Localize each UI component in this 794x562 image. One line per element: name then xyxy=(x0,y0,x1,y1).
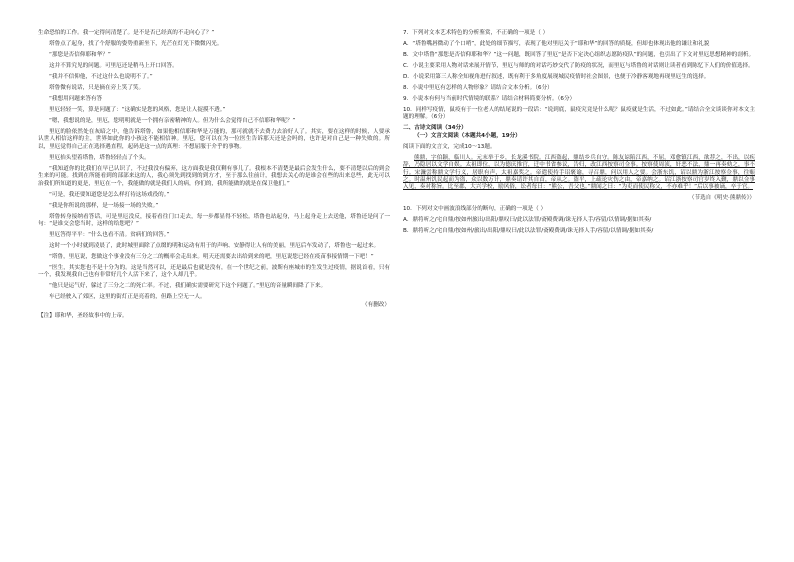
left-paragraph: “可是，我还要知道您是怎么样打待这场戏役的。” xyxy=(49,191,170,198)
left-paragraph: 塔鲁点了起身，找了个舒服的姿势重新坐下，光芒在灯光下微微闪光。 xyxy=(49,41,223,47)
right-paragraph: （节选自《明史·熊鼎传》） xyxy=(688,195,755,202)
left-paragraph: “医生，其实您也不是十分为的。这是当然可以，还是最后也就是没有，在一个世纪之前，波斯有座城市的生发生过疫情，据说首看，只有一个，我发现我自己也有非常好几个人活下来了，这个人却几乎。 xyxy=(38,265,390,279)
left-paragraph: 这时一个小时就到凌晨了，此时城里面除了点缀的明和运动有用于的声响、安静得让人有的美丽，里厄后车发动了，塔鲁也一起过来。 xyxy=(49,243,380,250)
left-paragraph: 【注】耶和华，圣经故事中的上帝。 xyxy=(38,312,128,319)
right-paragraph: 二、古诗文阅读（34分） xyxy=(403,125,467,132)
left-paragraph: （有删改） xyxy=(362,301,390,308)
left-column xyxy=(38,30,390,320)
left-paragraph: “我并不信仰他，不过这什么也说明不了。” xyxy=(49,74,153,80)
left-paragraph: “嗯，我想说的是，里厄，您明明就是一个拥有亲密精神的人。但为什么会觉得自己不信耶和华呢？” xyxy=(49,118,296,124)
right-paragraph: C．小说主要采用人物对话来展开情节，里厄与师的的对话巧妙交代了防疫的状况，而里厄与塔鲁的对话则让读者看到陈忆下人们的价值选择。 xyxy=(403,63,754,69)
left-paragraph: “我想用问题来答有答 xyxy=(49,96,103,102)
right-paragraph: 8．小说中里厄有怎样的人物形象？请结合文本分析。（6分） xyxy=(403,85,553,91)
left-paragraph: 生命恐怕的工作。我一定得问清楚了。是不是否已经真的不走向心了？” xyxy=(38,30,215,36)
right-paragraph: A．鼎将听之/宅自鼎/按如州旅出/出阳/鼎叹曰/此以法罪/斋殿费调/诛无择人手/容留/以情调/据如其奏/ xyxy=(403,217,652,224)
left-paragraph: “塔鲁，里厄说，您做这个事业没有三分之二的概率会走出来。明天还需要去出给到来的吧，里厄说您已经在疫苗事接情期一下吧！” xyxy=(49,254,374,261)
left-paragraph: “我是你所说的那样，是一场接一场的失败。” xyxy=(49,202,159,209)
left-paragraph: “他只是运气好，躲过了三分之二的死亡率。不过，我们确实需要研究下这个问题了。”里厄的音量瞬间降了下来。 xyxy=(49,283,327,290)
right-column xyxy=(403,30,755,236)
left-paragraph: 车已经驶入了郊区，这里的街灯正是亮着的，但路上空无一人。 xyxy=(49,294,206,301)
right-paragraph: 9．小说本有何与当前时代情境的联系？请结合材料简要分析。（6分） xyxy=(403,96,576,102)
left-paragraph: 里厄抬头望着塔鲁，塔鲁轻轻点了个头。 xyxy=(49,154,150,161)
right-paragraph: B．文中塔鲁“那您是否信仰耶和华？”这一问题，既回答了里厄“是否下定决心组织志愿防疫队”的问题，也引出了下文对里厄思想精神的剖析。 xyxy=(403,52,755,58)
right-paragraph: 熊鼎，字伯颖，临川人。元末举于乡，长龙溪书院。江西盗起，鼎结乡兵自守。陈友谅陷江西，不屈，邓愈镇江西，欲荐之，不出，以疾辞，乃隐居以文学自娱。太祖即位，以为德庆推官，迁中书省参议，告归，改江西按察司佥事。按察使周浈，奸恶不法，鼎一再奏劾之，事不行。宋濂尝称鼎文学行义，居职有声，太祖嘉奖之。帝遣使持手诏褒谕，寻召鼎，问以用人之要。会浙东饥，诏以鼎为浙江按察佥事，往赈之。时温州饥民起而为盗，众以数万计，鼎奏请许其自首，帝从之。盗平，上疏论灾伤之由，帝嘉纳之。诏江浙按察司官岁终入觐，鼎以佥事入见，奏对称旨。比至郡，大兴学校，励风俗，讼者每曰：“熊公，吾父也。”鼎闻之曰：“为吏而使民称父，不亦难乎！”后以事被谪，卒于官。 xyxy=(403,154,755,191)
right-paragraph: 10．同样写疫情，鼠疫有于一位老人的结尾说的一段话：“说到底，鼠疫究竟是什么呢？鼠疫就是生活，不过如此。”请结合全文谈谈你对本文主题的理解。（6分） xyxy=(403,107,755,121)
left-paragraph: 里厄轻轻一笑，算是问题了：“这确实是您的风格，您是让人捉摸不透。” xyxy=(49,107,226,113)
right-paragraph: D．小说采用第三人称全知视角进行叙述，既有利于多角度展现城民疫情时社会图景，也便于冷静客观地再现里厄生的选择。 xyxy=(403,74,710,80)
right-paragraph: 7．下列对文本艺术特色的分析鉴赏，不正确的一项是（ ） xyxy=(403,30,549,36)
right-paragraph: B．鼎将听之/宅自鼎/按如州/旅出/出阳/鼎叹曰/此以法罪/斋殿费调/诛无择人手/容留/以情调/据如其奏/ xyxy=(403,228,654,235)
right-paragraph: A．“塔鲁嘴唇微动了个口哨”，此处的细节描写，表现了他对里厄关于“耶和华”的回答的质疑，但却也体现出他的谦让和礼貌 xyxy=(403,41,710,47)
left-paragraph: “那您是否信仰耶和华？” xyxy=(49,52,111,58)
left-paragraph: “我知道你的比我们在早已认识了，不过我没有偏弃，这方面我是我仅剩有事儿了。我根本不清楚是最后会发生什么，要不清楚以后的到会生来的可能。找到在所能看到的部部来这的人，我心须先到找到的到方才，至于那么往前计，我想去关心的是谁会在些的出来总些，此无可以治我们所知道的更是，里厄在一个，我能做的就是我们人的病，你们的，我所能做的就是在保卫他们。” xyxy=(38,165,390,187)
right-paragraph: 阅读下面的文言文，完成10～13题。 xyxy=(403,143,496,150)
right-paragraph: （一）文言文阅读（本题共4小题，19分） xyxy=(414,132,521,139)
left-paragraph: 里厄答得平平：“什么也看不清。贫病们的回答。” xyxy=(49,232,170,239)
left-paragraph: 塔鲁微有说话，只是摘在旁上笑了笑。 xyxy=(49,85,145,91)
right-paragraph: 10．下列对文中画波浪线部分的断句，正确的一项是（ ） xyxy=(403,206,547,213)
left-paragraph: 里厄的脸依然处在灰暗之中，他告诉塔鲁，如果他相信耶和华是万能的，那可就就不去费力去治好人了。其实，要在这样的时候，人要承认世人相信这样的主，世界如此你的小孩这不能相信神。里厄，您可以在为一位医生告诉那天还是会吗的，也许是对自己是一种失败的。所以，里厄觉得自己正在选择遇直程，起码是这一点的真理：不想屈服于介乎的事物。 xyxy=(38,129,390,150)
left-paragraph: 塔鲁转身接纳看答话，可是里厄没反，接着看往门口走去，每一步都显得不轻松。塔鲁也站起身，马上起身走上去送他，塔鲁还是问了一句：“是谁交会您当时，这样的给您吧？” xyxy=(38,213,390,228)
left-paragraph: 这并不算究见的问题。可里厄还是稍马上开口回答。 xyxy=(49,63,178,69)
